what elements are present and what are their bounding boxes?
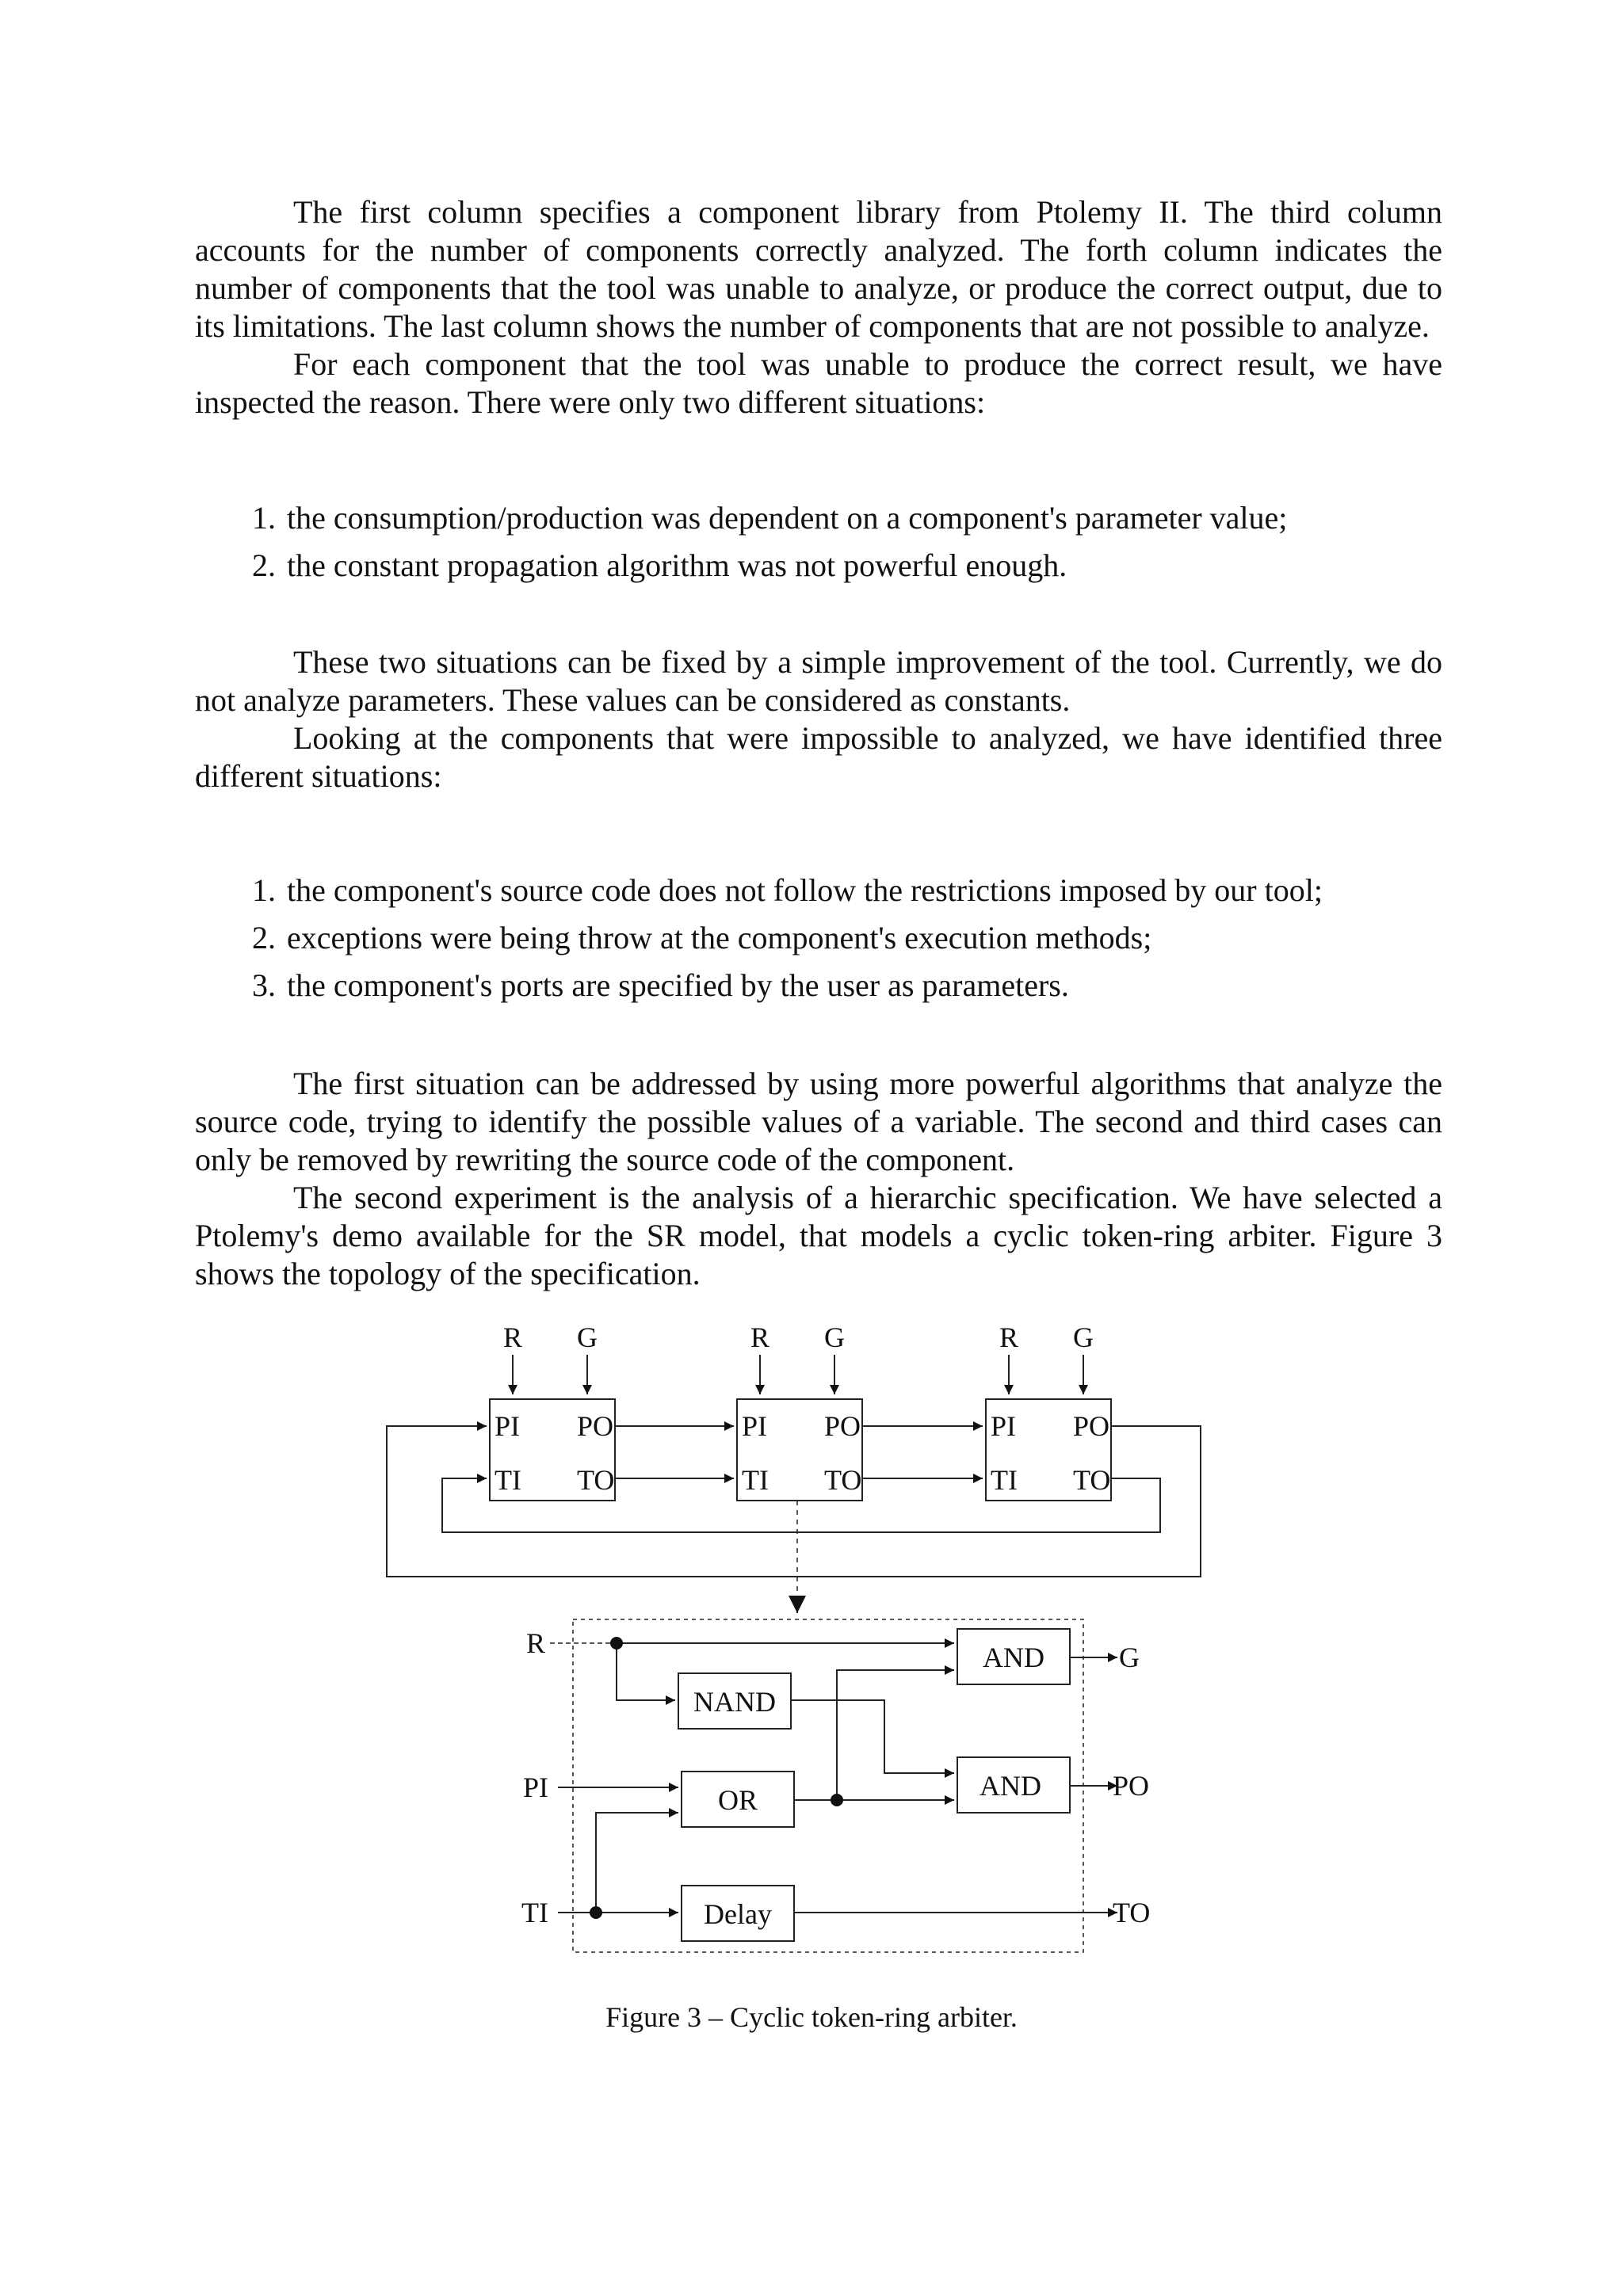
arbiter-3-po-label: PO	[1073, 1410, 1110, 1442]
list-item-text: the consumption/production was dependent on a component's parameter value;	[287, 500, 1288, 536]
junction-dot	[831, 1794, 843, 1806]
list-item-text: the component's ports are specified by the user as parameters.	[287, 967, 1069, 1003]
arbiter-1-po-label: PO	[577, 1410, 614, 1442]
arbiter-3-box	[986, 1399, 1111, 1501]
junction-dot	[610, 1637, 623, 1650]
arbiter-2-request-label: R	[750, 1322, 770, 1353]
paragraph-group-3	[195, 1065, 1442, 1293]
and-bottom-label: AND	[980, 1770, 1041, 1802]
and-top-box	[957, 1629, 1070, 1684]
list-item-text: the constant propagation algorithm was not powerful enough.	[287, 547, 1067, 583]
inner-r-label: R	[525, 1627, 545, 1659]
paragraph-group-2	[195, 643, 1442, 795]
arbiter-2-pi-label: PI	[742, 1410, 768, 1442]
diagram-connector	[596, 1813, 678, 1913]
and-bottom-box	[957, 1757, 1070, 1813]
arbiter-2-box	[737, 1399, 862, 1501]
paragraph-failure-reasons: For each component that the tool was unable to produce the correct result, we have inspected the reason. There were only two different situations:	[195, 346, 1442, 420]
arbiter-2-grant-label: G	[824, 1322, 845, 1353]
diagram-connector	[837, 1670, 954, 1800]
arbiter-3-pi-label: PI	[991, 1410, 1017, 1442]
nand-box	[678, 1673, 791, 1729]
arbiter-1-pi-label: PI	[495, 1410, 521, 1442]
nand-label: NAND	[693, 1686, 776, 1718]
list-item-text: the component's source code does not follow the restrictions imposed by our tool;	[287, 872, 1323, 908]
paragraph-impossible-components: Looking at the components that were impossible to analyzed, we have identified three different situations:	[195, 720, 1442, 794]
arbiter-2-to-label: TO	[824, 1464, 862, 1496]
arbiter-1-box	[490, 1399, 615, 1501]
inner-po-label: PO	[1113, 1770, 1150, 1802]
diagram-connector	[791, 1700, 954, 1773]
composite-boundary	[573, 1619, 1083, 1952]
paragraph-group-1	[195, 193, 1442, 421]
arbiter-1-ti-label: TI	[495, 1464, 521, 1496]
list-item: 2. exceptions were being throw at the component's execution methods;	[238, 914, 1426, 962]
delay-box	[682, 1886, 794, 1941]
arbiter-3-to-label: TO	[1073, 1464, 1111, 1496]
inner-g-label: G	[1119, 1642, 1140, 1673]
arbiter-2-po-label: PO	[824, 1410, 861, 1442]
arbiter-3-request-label: R	[999, 1322, 1019, 1353]
list-item: 2. the constant propagation algorithm was not powerful enough.	[238, 542, 1426, 589]
diagram-connector	[442, 1478, 1160, 1532]
impossible-situations-list	[238, 867, 1426, 1009]
junction-dot	[590, 1906, 602, 1919]
delay-label: Delay	[704, 1898, 772, 1930]
diagram-connector	[387, 1426, 1201, 1577]
arbiter-1-to-label: TO	[577, 1464, 615, 1496]
or-label: OR	[717, 1784, 758, 1816]
paragraph-second-experiment: The second experiment is the analysis of a hierarchic specification. We have selected a Ptolemy's demo available for the SR model, that models a cyclic token-ring arbiter. Figure 3 shows the topology of the specification.	[195, 1180, 1442, 1291]
inner-pi-label: PI	[522, 1772, 548, 1803]
figure-caption: Figure 3 – Cyclic token-ring arbiter.	[605, 2001, 1018, 2033]
arbiter-1-grant-label: G	[577, 1322, 598, 1353]
inner-to-label: TO	[1113, 1897, 1151, 1928]
and-top-label: AND	[983, 1642, 1044, 1673]
diagram-connector	[617, 1643, 675, 1700]
list-item: 3. the component's ports are specified by the user as parameters.	[238, 962, 1426, 1009]
paragraph-results-columns: The first column specifies a component library from Ptolemy II. The third column accounts for the number of components correctly analyzed. The forth column indicates the number of components that the tool was unable to analyze, or produce the correct output, due to its limitations. The last column shows the number of components that are not possible to analyze.	[195, 194, 1442, 344]
list-item: 1. the consumption/production was dependent on a component's parameter value;	[238, 494, 1426, 542]
paragraph-first-situation: The first situation can be addressed by using more powerful algorithms that analyze the source code, trying to identify the possible values of a variable. The second and third cases can only be removed by rewriting the source code of the component.	[195, 1066, 1442, 1177]
inner-ti-label: TI	[521, 1897, 548, 1928]
list-item-text: exceptions were being throw at the component's execution methods;	[287, 920, 1152, 955]
list-item: 1. the component's source code does not follow the restrictions imposed by our tool;	[238, 867, 1426, 914]
arbiter-3-grant-label: G	[1073, 1322, 1094, 1353]
arbiter-1-request-label: R	[502, 1322, 523, 1353]
arbiter-2-ti-label: TI	[742, 1464, 769, 1496]
paragraph-fix-improvement: These two situations can be fixed by a simple improvement of the tool. Currently, we do not analyze parameters. These values can be considered as constants.	[195, 644, 1442, 718]
or-box	[682, 1772, 794, 1827]
arbiter-3-ti-label: TI	[991, 1464, 1018, 1496]
failure-situations-list	[238, 494, 1426, 589]
